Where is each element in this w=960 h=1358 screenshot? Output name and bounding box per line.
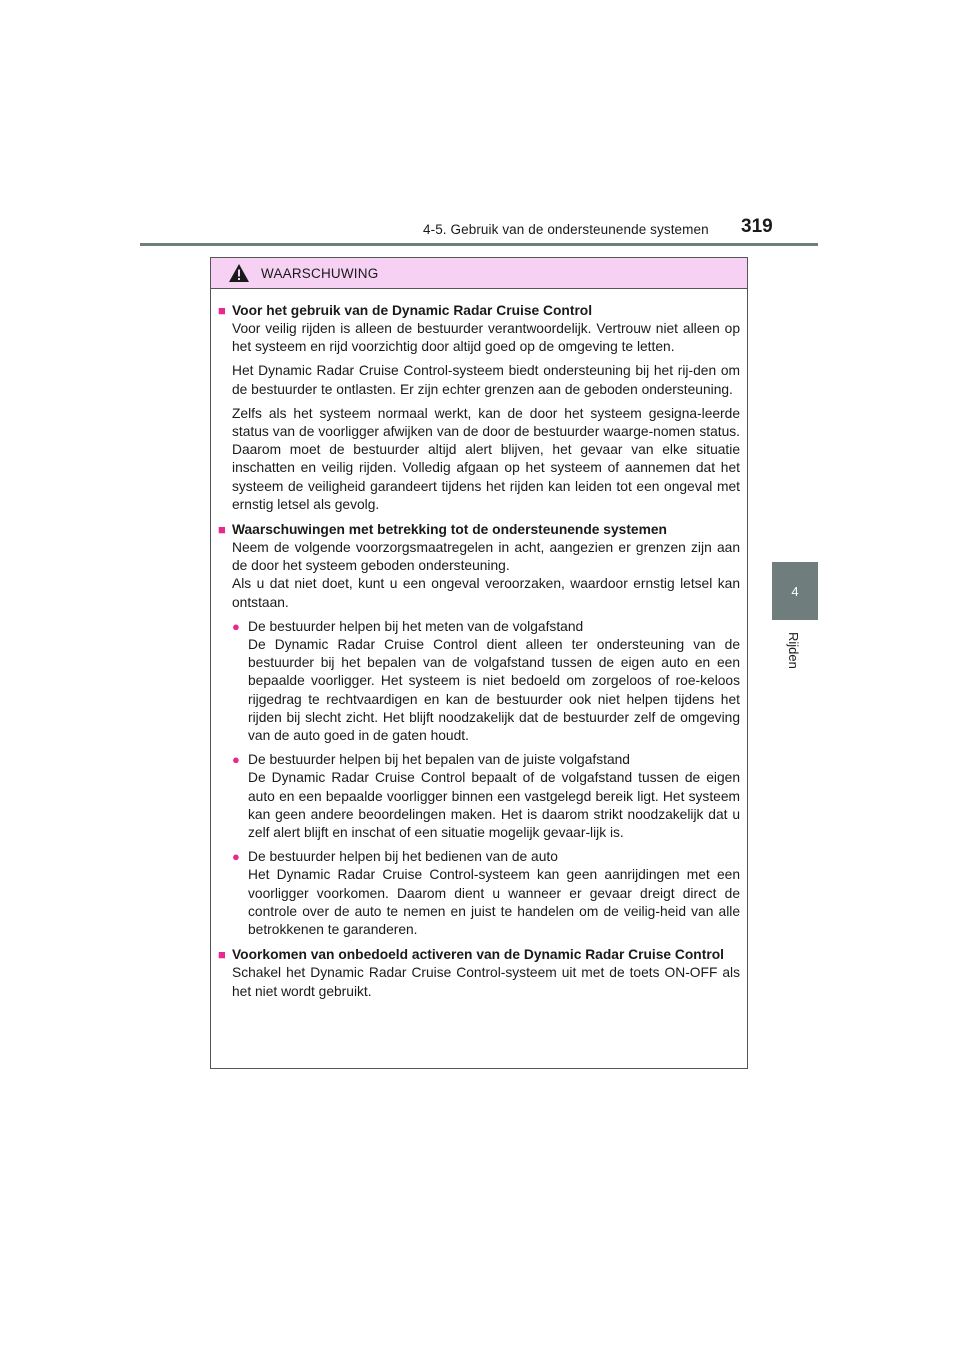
list-item (218, 751, 740, 842)
section-heading: ■ Voorkomen van onbedoeld activeren van de Dynamic Radar Cruise Control (218, 947, 724, 963)
list-item (218, 618, 740, 745)
bullet-title: De bestuurder helpen bij het bedienen van de auto (248, 849, 558, 865)
round-bullet-icon: ● (232, 618, 240, 634)
bullet-body: Het Dynamic Radar Cruise Control-systeem kan geen aanrijdingen met een voorligger voorkomen. Daarom dient u wanneer er gevaar dreigt direct de controle over de auto te nemen en juist te handelen om de veilig-heid van alle betrokkenen te garanderen. (248, 867, 740, 938)
chapter-label: Rijden (786, 632, 801, 669)
chapter-number: 4 (791, 583, 799, 599)
paragraph: Voor veilig rijden is alleen de bestuurder verantwoordelijk. Vertrouw niet alleen op het systeem en rijd voorzichtig door altijd goed op de omgeving te letten. (232, 321, 740, 355)
page-number: 319 (741, 216, 773, 237)
warning-section (218, 301, 740, 514)
square-bullet-icon: ■ (218, 303, 226, 318)
paragraph: Neem de volgende voorzorgsmaatregelen in acht, aangezien er grenzen zijn aan de door het systeem geboden ondersteuning. (232, 540, 740, 574)
section-heading: ■ Waarschuwingen met betrekking tot de ondersteunende systemen (218, 522, 667, 538)
chapter-tab (772, 562, 818, 620)
warning-title: WAARSCHUWING (261, 265, 379, 281)
warning-section (218, 520, 740, 939)
bullet-body: De Dynamic Radar Cruise Control dient alleen ter ondersteuning van de bestuurder bij het bepalen van de volgafstand tussen de eigen auto en een bepaalde voorligger. Het systeem is niet bedoeld om zorgeloos of roe-keloos rijgedrag te rechtvaardigen en kan de bestuurder ook niet helpen tijdens het rijden bij slecht zicht. Het blijft noodzakelijk dat de bestuurder zelf de omgeving van de auto goed in de gaten houdt. (248, 637, 740, 744)
warning-header (211, 258, 747, 289)
header-rule (140, 243, 818, 246)
bullet-title: De bestuurder helpen bij het meten van de volgafstand (248, 618, 584, 634)
warning-box (210, 257, 748, 1069)
paragraph: Als u dat niet doet, kunt u een ongeval veroorzaken, waardoor ernstig letsel kan ontstaan. (232, 576, 740, 610)
paragraph: Het Dynamic Radar Cruise Control-systeem biedt ondersteuning bij het rij-den om de bestuurder te ontlasten. Er zijn echter grenzen aan de geboden ondersteuning. (232, 363, 740, 397)
section-heading: ■ Voor het gebruik van de Dynamic Radar Cruise Control (218, 303, 593, 318)
bullet-body: De Dynamic Radar Cruise Control bepaalt of de volgafstand tussen de eigen auto en een bepaalde voorligger binnen een vastgelegd bereik ligt. Het systeem kan geen andere beoordelingen maken. Het is daarom strikt noodzakelijk dat u zelf alert blijft en inschat of een situatie mogelijk gevaar-lijk is. (248, 770, 740, 841)
round-bullet-icon: ● (232, 752, 240, 768)
bullet-title: De bestuurder helpen bij het bepalen van de juiste volgafstand (248, 752, 630, 768)
round-bullet-icon: ● (232, 849, 240, 865)
square-bullet-icon: ■ (218, 947, 226, 963)
list-item (218, 848, 740, 939)
paragraph: Zelfs als het systeem normaal werkt, kan de door het systeem gesigna-leerde status van de voorligger afwijken van de door de bestuurder waarge-nomen status. Daarom moet de bestuurder altijd alert blijven, het gevaar van elke situatie inschatten en veilig rijden. Volledig afgaan op het systeem of aannemen dat het systeem de veiligheid garandeert tijdens het rijden kan leiden tot een ongeval met ernstig letsel als gevolg. (232, 405, 740, 512)
warning-content (211, 289, 747, 1001)
section-title: 4-5. Gebruik van de ondersteunende systemen (423, 222, 709, 237)
square-bullet-icon: ■ (218, 522, 226, 538)
warning-triangle-icon (228, 263, 250, 283)
warning-section (218, 945, 740, 1000)
paragraph: Schakel het Dynamic Radar Cruise Control-systeem uit met de toets ON-OFF als het niet wordt gebruikt. (232, 965, 740, 999)
